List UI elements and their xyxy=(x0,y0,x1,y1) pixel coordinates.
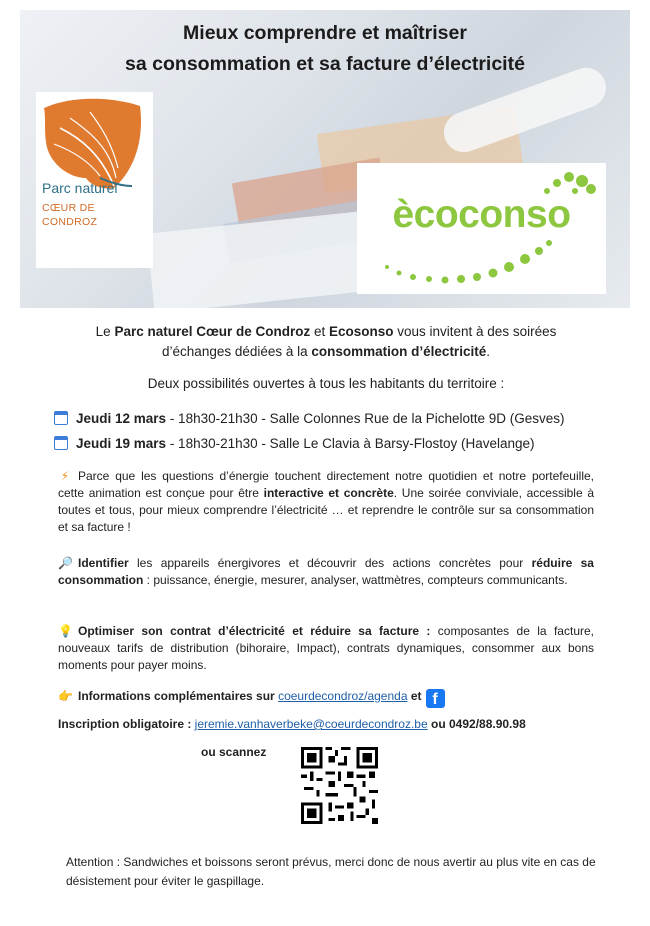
intro-text: . xyxy=(486,344,490,359)
optimize-bold: Optimiser son contrat d’électricité et réduire sa facture : xyxy=(78,624,431,638)
identify-bold: Identifier xyxy=(78,556,129,570)
intro-text: d’échanges dédiées à la xyxy=(162,344,312,359)
info-and: et xyxy=(407,689,422,703)
parc-logo-line3: CONDROZ xyxy=(42,216,98,228)
intro-parc-name: Parc naturel Cœur de Condroz xyxy=(114,324,311,339)
info-line xyxy=(58,688,594,708)
inscription-line xyxy=(58,716,594,733)
events-list xyxy=(54,409,614,454)
parc-logo-line2: CŒUR DE xyxy=(42,202,95,214)
optimize-text: composantes de la facture, nouveaux tarifs de distribution (bihoraire, Impact), contrats dynamiques, consommer aux bons moments pour payer moins. xyxy=(58,624,594,672)
magnifier-icon: 🔎 xyxy=(58,556,73,570)
event-item xyxy=(54,409,614,429)
event-date: Jeudi 12 mars xyxy=(76,411,167,426)
parc-logo-line1: Parc naturel xyxy=(42,180,118,196)
intro-topic: consommation d’électricité xyxy=(311,344,487,359)
identify-text: les appareils énergivores et découvrir des actions concrètes pour xyxy=(128,556,532,570)
why-bold: interactive et concrète xyxy=(263,486,394,500)
title-line-1: Mieux comprendre et maîtriser xyxy=(183,22,467,44)
lightning-icon: ⚡ xyxy=(60,469,70,483)
leaf-icon xyxy=(40,98,146,192)
why-text: . Une soirée conviviale, accessible à toutes et tous, pour mieux comprendre l’électricité … et reprendre le contrôle sur sa consommation et sa facture ! xyxy=(58,486,595,534)
event-item xyxy=(54,434,614,454)
parc-naturel-logo xyxy=(36,92,153,268)
lightbulb-icon: 💡 xyxy=(58,624,73,638)
title-line-2: sa consommation et sa facture d’électricité xyxy=(125,53,525,75)
info-label: Informations complémentaires sur xyxy=(78,689,279,703)
pointing-hand-icon: 👉 xyxy=(58,689,73,703)
event-details: - 18h30-21h30 - Salle Colonnes Rue de la Pichelotte 9D (Gesves) xyxy=(166,411,565,426)
why-text: Parce que les questions d’énergie touchent directement notre quotidien et notre portefeuille, cette animation est conçue pour être xyxy=(58,469,594,500)
scan-label: ou scannez xyxy=(201,745,267,759)
attention-note: Attention : Sandwiches et boissons seront prévus, merci donc de nous avertir au plus vite en cas de désistement pour éviter le gaspillage. xyxy=(66,855,596,888)
ecoconso-logo xyxy=(357,163,606,294)
intro-text: Le xyxy=(95,324,115,339)
identify-bold-2: réduire sa consommation xyxy=(58,556,594,587)
why-paragraph xyxy=(58,468,594,536)
optimize-paragraph xyxy=(58,623,594,674)
event-date: Jeudi 19 mars xyxy=(76,436,167,451)
qr-code-icon[interactable] xyxy=(301,747,378,824)
agenda-link[interactable]: coeurdecondroz/agenda xyxy=(278,689,408,703)
intro-line-2 xyxy=(58,342,594,362)
phone-number: ou 0492/88.90.98 xyxy=(427,717,526,731)
hero-banner xyxy=(20,10,630,308)
intro-text: vous invitent à des soirées xyxy=(393,324,557,339)
page-title xyxy=(20,18,630,80)
inscription-label: Inscription obligatoire : xyxy=(58,717,195,731)
ecoconso-wordmark: ècoconso xyxy=(392,193,571,236)
intro-text: et xyxy=(310,324,329,339)
intro-block xyxy=(58,322,594,362)
event-details: - 18h30-21h30 - Salle Le Clavia à Barsy-Flostoy (Havelange) xyxy=(166,436,535,451)
intro-line-1 xyxy=(58,322,594,342)
identify-text: : puissance, énergie, mesurer, analyser, wattmètres, compteurs communicants. xyxy=(143,573,568,587)
calendar-icon xyxy=(54,411,68,425)
identify-paragraph xyxy=(58,555,594,589)
email-link[interactable]: jeremie.vanhaverbeke@coeurdecondroz.be xyxy=(194,717,428,731)
facebook-icon[interactable]: f xyxy=(426,689,445,708)
intro-ecoconso-name: Ecosonso xyxy=(328,324,394,339)
possibilities-line: Deux possibilités ouvertes à tous les habitants du territoire : xyxy=(147,376,505,391)
calendar-icon xyxy=(54,436,68,450)
